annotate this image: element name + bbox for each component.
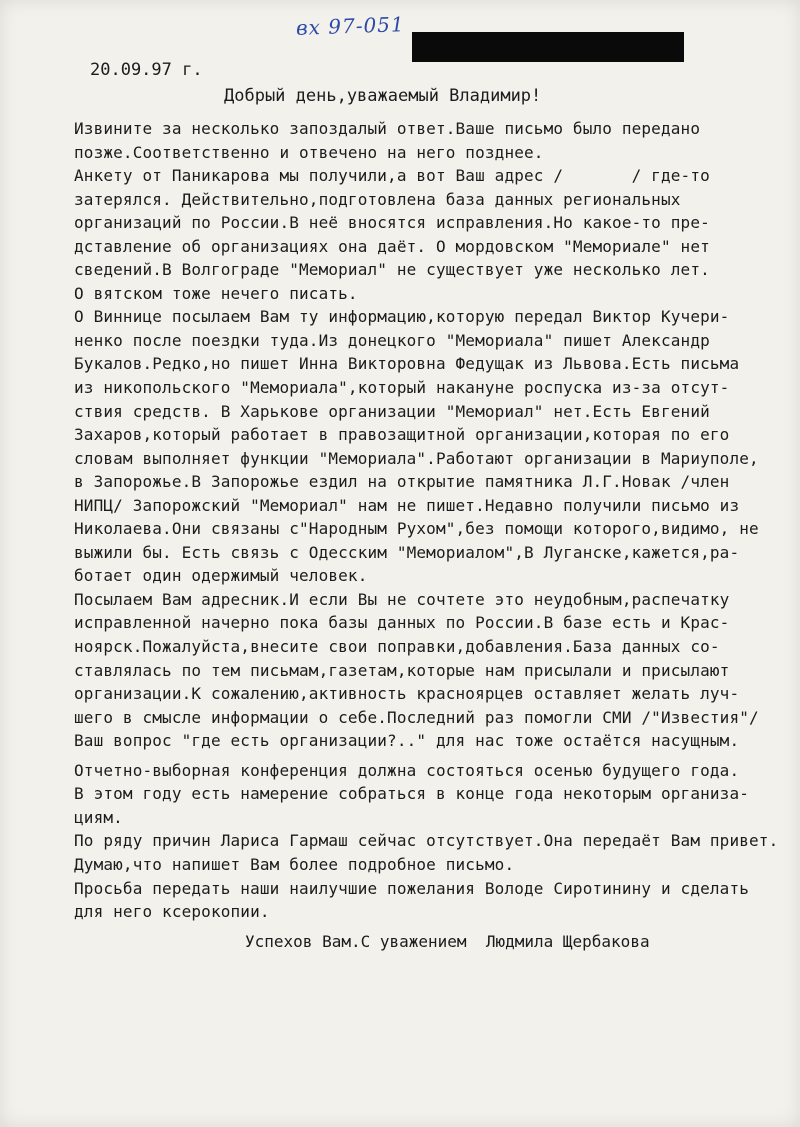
letter-signature: Успехов Вам.С уважением Людмила Щербакова [245, 932, 650, 951]
text-line: дставление об организациях она даёт. О мордовском "Мемориале" нет [74, 236, 710, 256]
text-line: Извините за несколько запоздалый ответ.Ваше письмо было передано [74, 119, 701, 138]
letter-greeting: Добрый день,уважаемый Владимир! [224, 86, 542, 106]
text-line: Анкету от Паникарова мы получили,а вот Ваш адрес / / где-то [74, 166, 710, 186]
text-line: организации.К сожалению,активность красноярцев оставляет желать луч- [74, 684, 740, 704]
text-line: Отчетно-выборная конференция должна состояться осенью будущего года. [74, 760, 740, 780]
text-line: Думаю,что напишет Вам более подробное письмо. [74, 854, 515, 874]
letter-body [74, 117, 778, 924]
text-line: шего в смысле информации о себе.Последний раз помогли СМИ /"Известия"/ [74, 707, 759, 727]
text-line: выжили бы. Есть связь с Одесским "Мемориалом",В Луганске,кажется,ра- [74, 542, 740, 562]
text-line: позже.Соответственно и отвечено на него позднее. [74, 142, 544, 162]
text-line: словам выполняет функции "Мемориала".Работают организации в Мариуполе, [74, 448, 759, 468]
text-line: Букалов.Редко,но пишет Инна Викторовна Федущак из Львова.Есть письма [74, 354, 740, 374]
text-line: ботает один одержимый человек. [74, 566, 368, 586]
paragraph-closing [74, 759, 778, 924]
text-line: О вятском тоже нечего писать. [74, 283, 358, 303]
text-line: затерялся. Действительно,подготовлена база данных региональных [74, 189, 681, 209]
text-line: Николаева.Они связаны с"Народным Рухом",без помощи которого,видимо, не [74, 519, 759, 539]
text-line: исправленной начерно пока базы данных по России.В базе есть и Крас- [74, 613, 730, 633]
text-line: Просьба передать наши наилучшие пожелания Володе Сиротинину и сделать [74, 878, 750, 898]
text-line: ноярск.Пожалуйста,внесите свои поправки,добавления.База данных со- [74, 637, 720, 657]
redaction-bar [412, 32, 684, 62]
text-line: ствия средств. В Харькове организации "Мемориал" нет.Есть Евгений [74, 401, 710, 421]
text-line: сведений.В Волгограде "Мемориал" не существует уже несколько лет. [74, 260, 710, 280]
paragraph-main [74, 117, 778, 753]
text-line: В этом году есть намерение собраться в конце года некоторым организа- [74, 784, 750, 804]
handwritten-reference-number: вх 97-051 [295, 12, 406, 40]
text-line: организаций по России.В неё вносятся исправления.Но какое-то пре- [74, 213, 710, 233]
text-line: Посылаем Вам адресник.И если Вы не сочтете это неудобным,распечатку [74, 589, 730, 609]
text-line: из никопольского "Мемориала",который накануне роспуска из-за отсут- [74, 378, 730, 398]
text-line: О Виннице посылаем Вам ту информацию,которую передал Виктор Кучери- [74, 307, 730, 327]
text-line: НИПЦ/ Запорожский "Мемориал" нам не пишет.Недавно получили письмо из [74, 495, 740, 515]
text-line: в Запорожье.В Запорожье ездил на открытие памятника Л.Г.Новак /член [74, 472, 730, 492]
text-line: ставлялась по тем письмам,газетам,которые нам присылали и присылают [74, 660, 730, 680]
text-line: Ваш вопрос "где есть организации?.." для нас тоже остаётся насущным. [74, 731, 740, 751]
letter-date: 20.09.97 г. [90, 60, 203, 80]
text-line: циям. [74, 807, 123, 827]
text-line: Захаров,который работает в правозащитной организации,которая по его [74, 425, 730, 445]
text-line: По ряду причин Лариса Гармаш сейчас отсутствует.Она передаёт Вам привет. [74, 831, 779, 851]
text-line: ненко после поездки туда.Из донецкого "Мемориала" пишет Александр [74, 330, 710, 350]
text-line: для него ксерокопии. [74, 902, 270, 922]
